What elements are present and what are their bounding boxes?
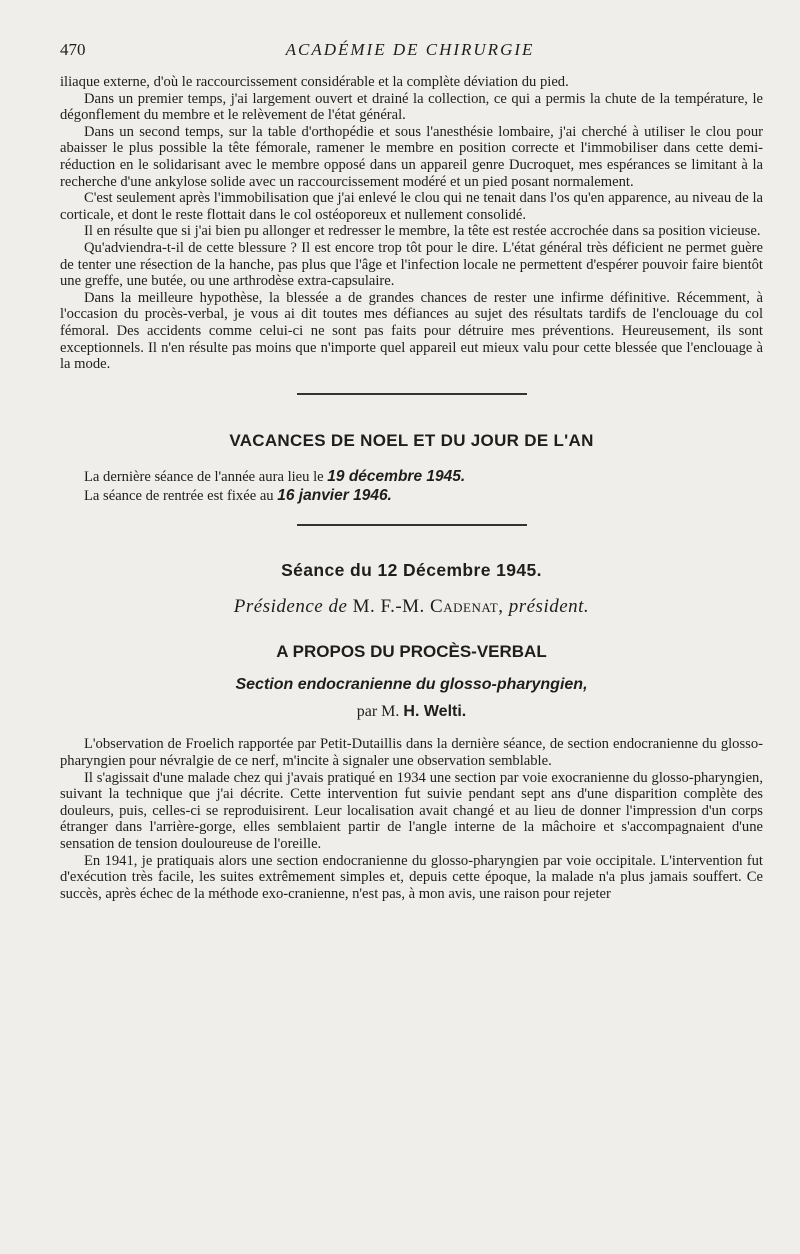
- presidency-prefix: Présidence de: [233, 596, 348, 618]
- article-title: Section endocranienne du glosso-pharyngien,: [235, 676, 588, 694]
- paragraph: iliaque externe, d'où le raccourcissement considérable et la complète déviation du pied.: [60, 74, 569, 90]
- paragraph: Il s'agissait d'une malade chez qui j'avais pratiqué en 1934 une section par voie exocranienne du glosso-pharyngien, suivant la technique que j'ai décrite. Cette intervention fut suivie pendant sept ans d'une disparition complète des douleurs, puis, celles-ci se reproduisirent. Leur localisation avait changé et au lieu de donner l'impression d'un corps étranger dans l'arrière-gorge, elles semblaient partir de l'angle interne de la mâchoire et s'accompagnaient d'une sensation de tension douloureuse de l'oreille.: [60, 769, 763, 852]
- notice-title: VACANCES DE NOEL ET DU JOUR DE L'AN: [229, 430, 594, 450]
- paragraph: Dans un second temps, sur la table d'orthopédie et sous l'anesthésie lombaire, j'ai cherché à utiliser le clou pour abaisser le plus possible la tête fémorale, ramener le membre en position correcte et l'immobiliser dans cette demi-réduction en le solidarisant avec le membre opposé dans un appareil genre Ducroquet, mes espérances se limitant à la recherche d'une ankylose solide avec un raccourcissement modéré et un pied posant normalement.: [60, 123, 763, 190]
- section-title: A PROPOS DU PROCÈS-VERBAL: [276, 641, 547, 661]
- presidency-suffix: président.: [508, 596, 590, 618]
- author-name: H. Welti.: [403, 702, 467, 720]
- notice-text: La dernière séance de l'année aura lieu le: [84, 469, 328, 486]
- running-title: ACADÉMIE DE CHIRURGIE: [285, 40, 535, 59]
- paragraph: En 1941, je pratiquais alors une section endocranienne du glosso-pharyngien par voie occipitale. L'intervention fut d'exécution très facile, les suites extrêmement simples et, depuis cette époque, la malade n'a plus jamais souffert. Ce succès, après échec de la méthode exo-cranienne, n'est pas, à mon avis, une raison pour rejeter: [60, 852, 763, 902]
- president-name: M. F.-M. Cadenat,: [352, 596, 504, 618]
- author-prefix: par M.: [356, 702, 400, 720]
- paragraph: Dans la meilleure hypothèse, la blessée a de grandes chances de rester une infirme définitive. Récemment, à l'occasion du procès-verbal, je vous ai dit toutes mes défiances au sujet des résultats tardifs de l'enclouage du col fémoral. Des accidents comme celui-ci ne sont pas faits pour détruire mes préventions. Heureusement, ils sont exceptionnels. Il n'en résulte pas moins que n'importe quel appareil eut mieux valu pour cette blessée que l'enclouage à la mode.: [60, 289, 763, 373]
- paragraph: C'est seulement après l'immobilisation que j'ai enlevé le clou qui ne tenait dans l'os qu'en apparence, au niveau de la corticale, et dont le reste flottait dans le col ostéoporeux et nullement consolidé.: [60, 190, 763, 223]
- paragraph: Il en résulte que si j'ai bien pu allonger et redresser le membre, la tête est restée accrochée dans sa position vicieuse.: [84, 223, 761, 240]
- page-body: [60, 74, 763, 902]
- notice-date: 16 janvier 1946.: [277, 486, 392, 504]
- page-header: [60, 40, 760, 62]
- section-divider: [297, 393, 527, 395]
- page-number: 470: [60, 40, 86, 59]
- notice-date: 19 décembre 1945.: [327, 468, 466, 486]
- notice-line: [60, 469, 763, 486]
- paragraph: L'observation de Froelich rapportée par Petit-Dutaillis dans la dernière séance, de section endocranienne du glosso-pharyngien pour névralgie de ce nerf, m'incite à signaler une observation semblable.: [60, 736, 763, 770]
- notice-text: La séance de rentrée est fixée au: [84, 487, 278, 504]
- section-divider: [297, 524, 527, 526]
- author-line: [60, 704, 763, 721]
- presidency-line: [60, 596, 763, 618]
- paragraph: Qu'adviendra-t-il de cette blessure ? Il est encore trop tôt pour le dire. L'état général très déficient ne permet guère de tenter une résection de la hanche, pas plus que l'âge et l'infection locale ne permettent d'espérer pouvoir faire bientôt une greffe, une butée, ou une arthrodèse extra-capsulaire.: [60, 239, 763, 290]
- paragraph: Dans un premier temps, j'ai largement ouvert et drainé la collection, ce qui a permis la chute de la température, le dégonflement du membre et le relèvement de l'état général.: [60, 90, 763, 124]
- notice-line: [60, 488, 763, 505]
- session-title: Séance du 12 Décembre 1945.: [281, 560, 542, 581]
